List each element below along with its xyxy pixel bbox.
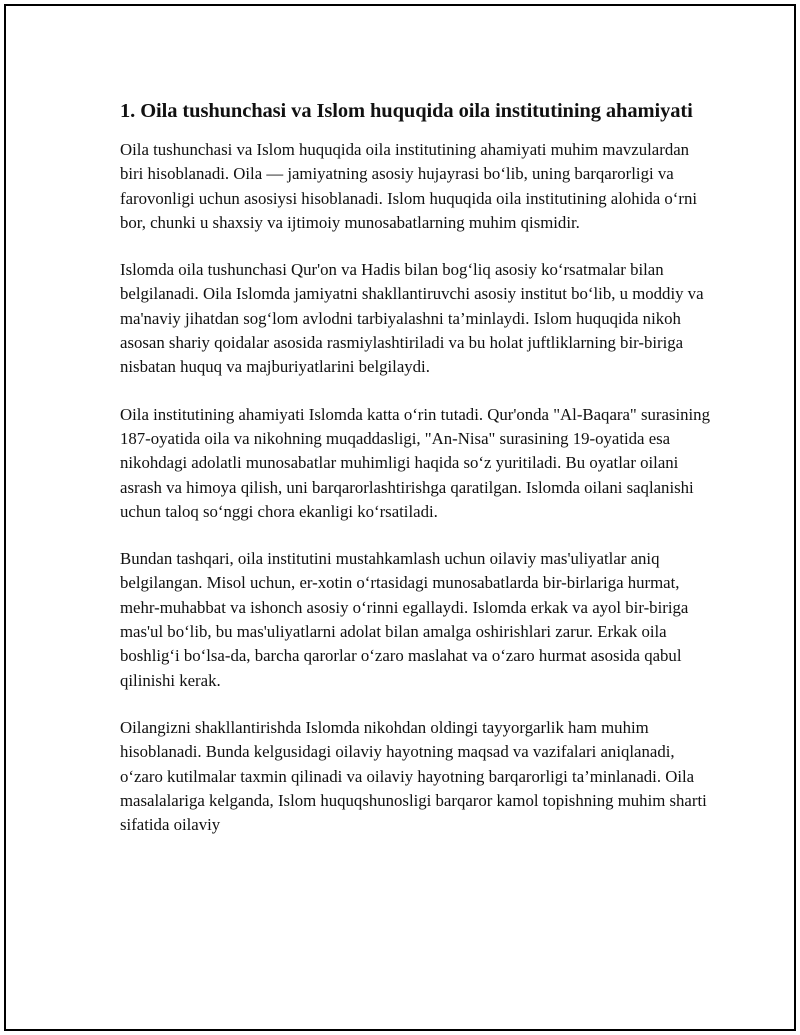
paragraph-4: Bundan tashqari, oila institutini mustahkamlash uchun oilaviy mas'uliyatlar aniq belgilangan. Misol uchun, er-xotin o‘rtasidagi munosabatlarda bir-birlariga hurmat, mehr-muhabbat va ishonch asosiy o‘rinni egallaydi. Islomda erkak va ayol bir-biriga mas'ul bo‘lib, bu mas'uliyatlarni adolat bilan amalga oshirishlari zarur. Erkak oila boshlig‘i bo‘lsa-da, barcha qarorlar o‘zaro maslahat va o‘zaro hurmat asosida qabul qilinishi kerak.: [120, 549, 689, 690]
document-body: [120, 98, 710, 837]
paragraph-5: Oilangizni shakllantirishda Islomda nikohdan oldingi tayyorgarlik ham muhim hisoblanadi. Bunda kelgusidagi oilaviy hayotning maqsad va vazifalari aniqlanadi, o‘zaro kutilmalar taxmin qilinadi va oilaviy hayotning barqarorligi ta’minlanadi. Oila masalalariga kelganda, Islom huquqshunosligi barqaror kamol topishning muhim sharti sifatida oilaviy: [120, 717, 707, 835]
paragraph-1: Oila tushunchasi va Islom huquqida oila institutining ahamiyati muhim mavzulardan biri hisoblanadi. Oila — jamiyatning asosiy hujayrasi bo‘lib, uning barqarorligi va farovonligi uchun asosiysi hisoblanadi. Islom huquqida oila institutining alohida o‘rni bor, chunki u shaxsiy va ijtimoiy munosabatlarning muhim qismidir.: [120, 140, 698, 232]
paragraph-2: Islomda oila tushunchasi Qur'on va Hadis bilan bog‘liq asosiy ko‘rsatmalar bilan belgilanadi. Oila Islomda jamiyatni shakllantiruvchi asosiy institut bo‘lib, u moddiy va ma'naviy jihatdan sog‘lom avlodni tarbiyalashni ta’minlaydi. Islom huquqida nikoh asosan shariy qoidalar asosida rasmiylashtiriladi va bu holat juftliklarning bir-biriga nisbatan huquq va majburiyatlarini belgilaydi.: [120, 260, 704, 377]
document-page: [4, 4, 796, 1031]
section-heading: 1. Oila tushunchasi va Islom huquqida oila institutining ahamiyati: [120, 100, 693, 122]
paragraph-3: Oila institutining ahamiyati Islomda katta o‘rin tutadi. Qur'onda "Al-Baqara" surasining 187-oyatida oila va nikohning muqaddasligi, "An-Nisa" surasining 19-oyatida esa nikohdagi adolatli munosabatlar muhimligi haqida so‘z yuritiladi. Bu oyatlar oilani asrash va himoya qilish, uni barqarorlashtirishga qaratilgan. Islomda oilani saqlanishi uchun taloq so‘nggi chora ekanligi ko‘rsatiladi.: [120, 404, 710, 521]
